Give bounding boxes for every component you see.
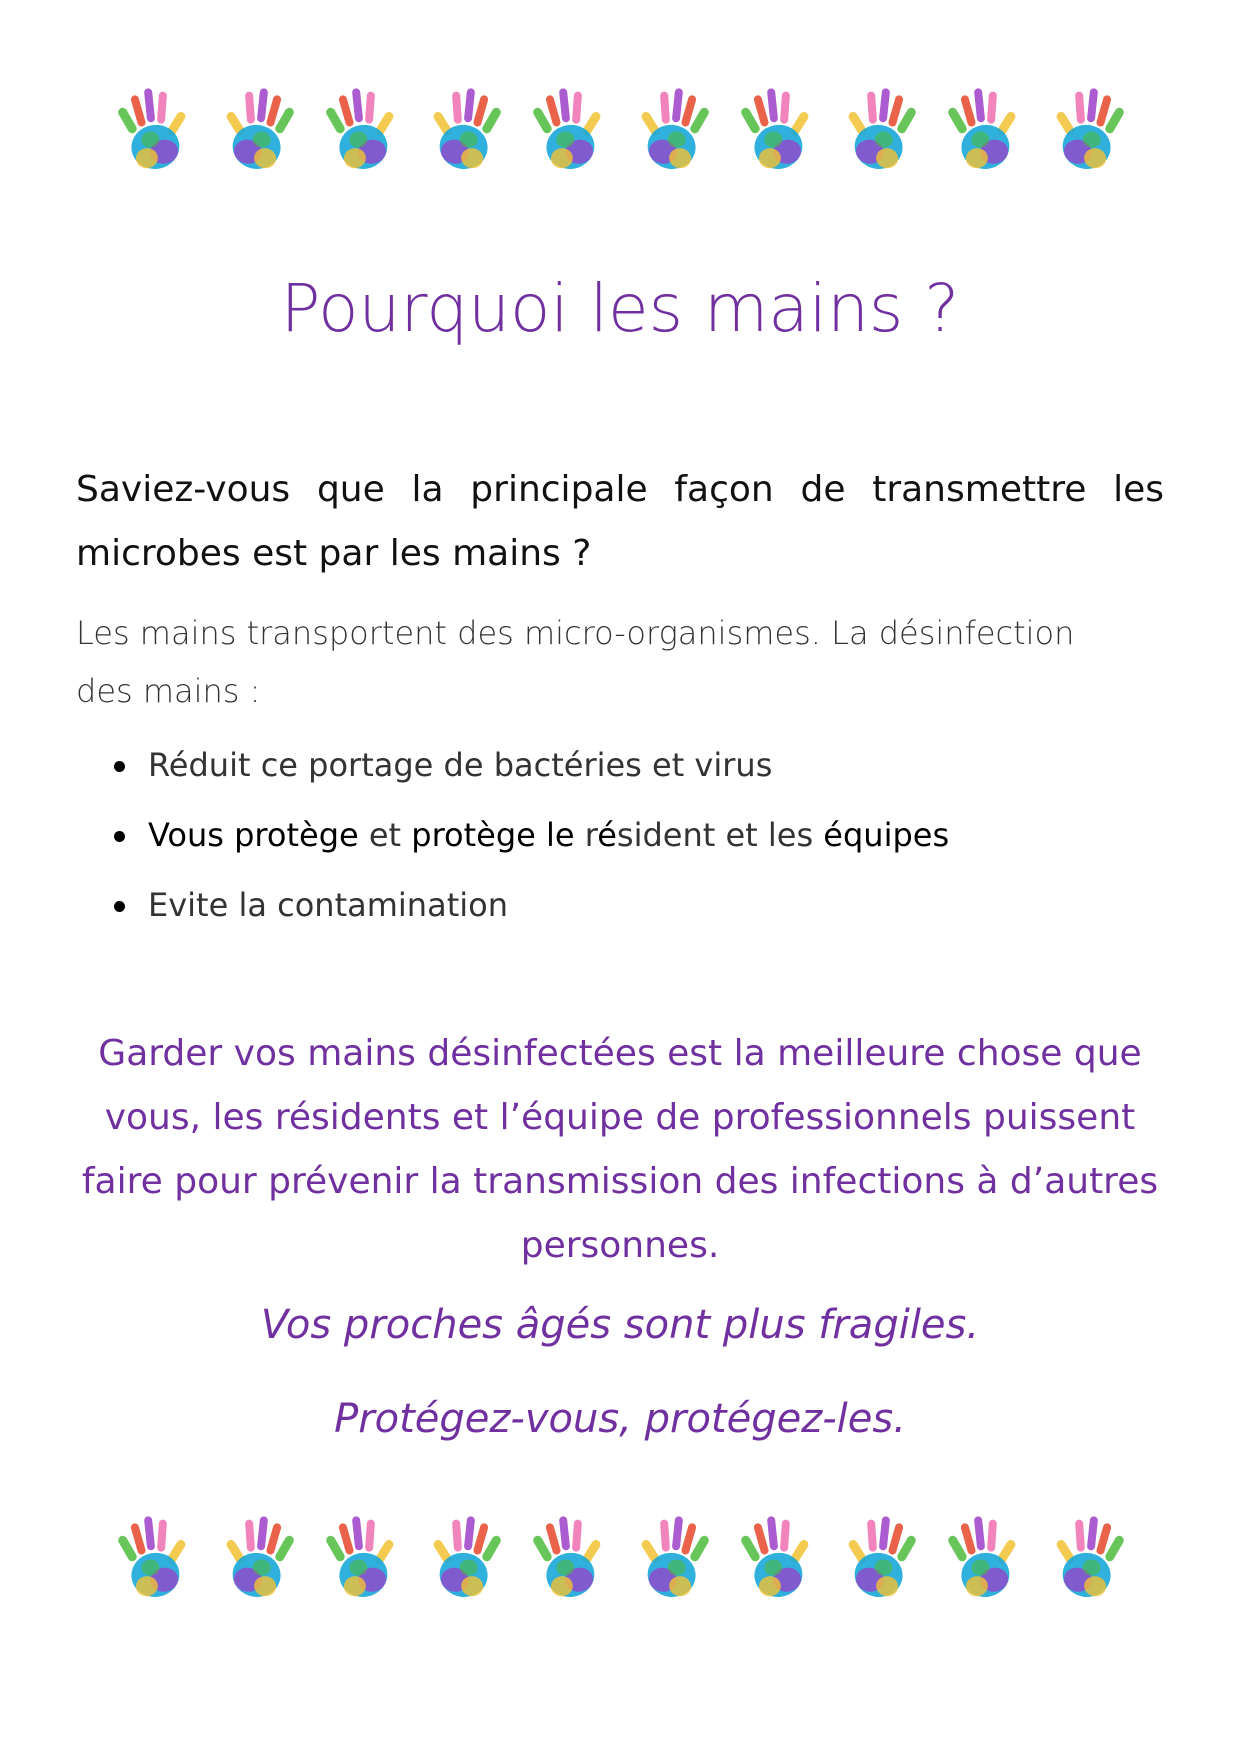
colorful-handprint-icon [108, 1505, 200, 1605]
colorful-handprint-icon [731, 1505, 823, 1605]
intro-line-2: microbes est par les mains ? [76, 533, 592, 574]
page-title: Pourquoi les mains ? [280, 270, 960, 347]
colorful-handprint-icon [731, 77, 823, 177]
bullet-segment: Vous protège [148, 816, 359, 854]
colorful-handprint-icon [1042, 77, 1134, 177]
intro-subtext: Les mains transportent des micro-organismes. La désinfection des mains : [76, 614, 1075, 710]
handprint-border-top [108, 72, 1134, 182]
benefit-item-reduce: Réduit ce portage de bactéries et virus [148, 730, 1208, 800]
intro-question [76, 458, 1164, 586]
intro-word: les [1113, 469, 1164, 510]
benefits-list [76, 730, 1208, 940]
colorful-handprint-icon [419, 77, 511, 177]
colorful-handprint-icon [938, 77, 1030, 177]
bullet-segment: équipes [823, 816, 950, 854]
colorful-handprint-icon [212, 77, 304, 177]
colorful-handprint-icon [1042, 1505, 1134, 1605]
intro-word: de [800, 469, 846, 510]
handprint-border-bottom [108, 1500, 1134, 1610]
intro-word: la [411, 469, 444, 510]
benefit-item-contamination: Evite la contamination [148, 870, 1208, 940]
intro-word: façon [674, 469, 774, 510]
bullet-segment: sident [616, 816, 716, 854]
bullet-segment: et les [715, 816, 824, 854]
colorful-handprint-icon [108, 77, 200, 177]
bullet-segment: r [574, 816, 598, 854]
slogan-fragile: Vos proches âgés sont plus fragiles. [260, 1302, 980, 1348]
colorful-handprint-icon [316, 1505, 408, 1605]
key-message: Garder vos mains désinfectées est la meilleure chose que vous, les résidents et l’équipe de professionnels puissent faire pour prévenir la transmission des infections à d’autres personnes. [81, 1033, 1159, 1266]
intro-word: principale [470, 469, 648, 510]
bullet-segment: protège le [411, 816, 575, 854]
slogan-protect: Protégez-vous, protégez-les. [334, 1396, 906, 1442]
colorful-handprint-icon [419, 1505, 511, 1605]
benefit-item-protect [148, 800, 1208, 870]
colorful-handprint-icon [627, 1505, 719, 1605]
intro-word: Saviez-vous [76, 469, 291, 510]
colorful-handprint-icon [834, 1505, 926, 1605]
intro-word: que [316, 469, 385, 510]
colorful-handprint-icon [627, 77, 719, 177]
colorful-handprint-icon [938, 1505, 1030, 1605]
intro-line-1 [76, 458, 1164, 522]
colorful-handprint-icon [523, 1505, 615, 1605]
colorful-handprint-icon [834, 77, 926, 177]
bullet-segment: é [597, 816, 617, 854]
colorful-handprint-icon [212, 1505, 304, 1605]
intro-word: transmettre [872, 469, 1087, 510]
bullet-segment: et [358, 816, 412, 854]
colorful-handprint-icon [523, 77, 615, 177]
colorful-handprint-icon [316, 77, 408, 177]
